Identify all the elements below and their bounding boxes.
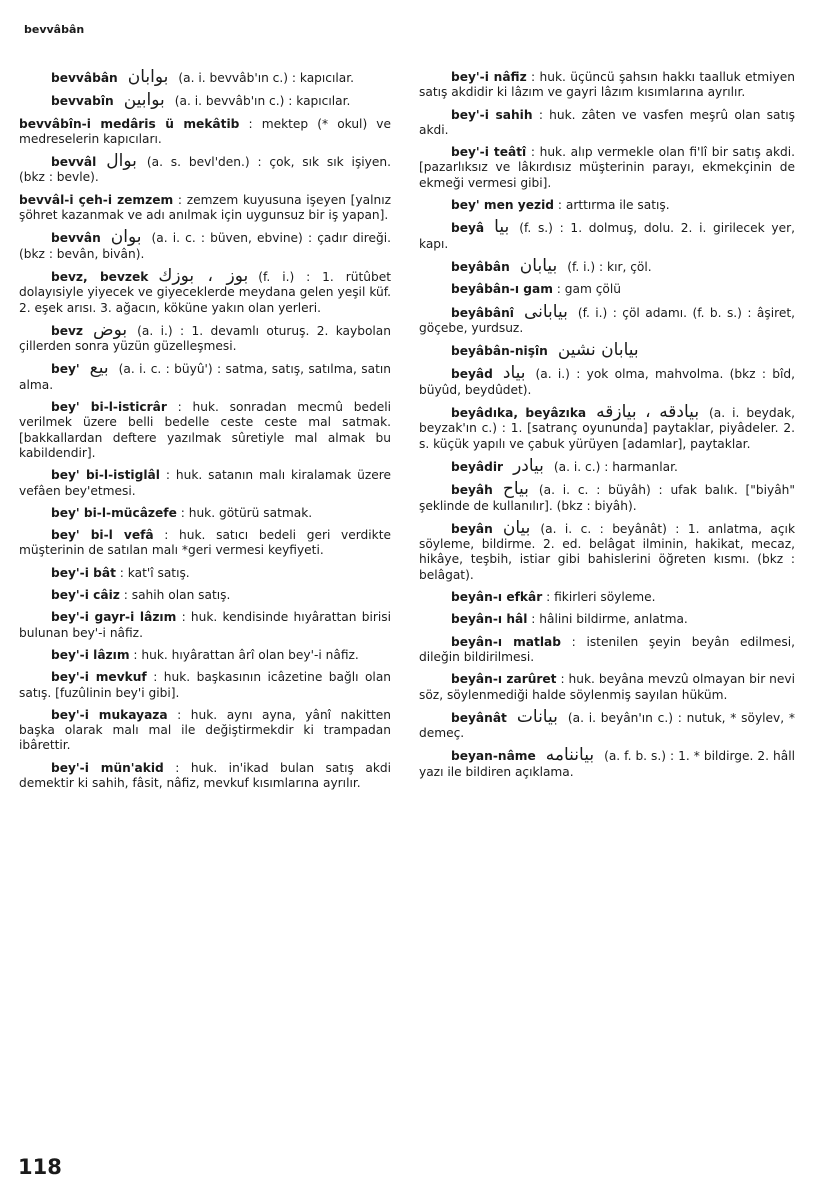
- entry-definition: : gam çölü: [556, 282, 621, 297]
- entry-definition: (f. i.) : 1. rütûbet dolayısiyle yiyecek ve giyeceklerde meydana gelen yeşil küf. 2. eşek arısı. 3. ağacın, köküne yakın olan yerleri.: [19, 269, 391, 315]
- entry-arabic: بوال: [106, 151, 137, 172]
- entry-definition: : arttırma ile satış.: [557, 198, 670, 213]
- entry-definition: (f. i.) : çöl adamı. (f. b. s.) : âşiret, göçebe, yurdsuz.: [419, 305, 795, 335]
- entry-arabic: بوز ، بوزك: [158, 265, 249, 286]
- entry-definition: : huk. alıp vermekle olan fi'lî bir satış akdi. [pazarlıksız ve lâkırdısız müşterinin parayı, ekmekçinin de ekmeği vermesi gibi].: [419, 145, 795, 190]
- entry-headword: bevvâl: [51, 155, 97, 170]
- dictionary-entry: [19, 400, 391, 461]
- dictionary-entry: [419, 282, 795, 297]
- entry-arabic: بيابان: [519, 255, 558, 276]
- dictionary-entry: [19, 319, 391, 355]
- dictionary-entry: [419, 672, 795, 703]
- entry-headword: bey'-i teâtî: [451, 145, 527, 160]
- dictionary-entry: [19, 193, 391, 224]
- entry-headword: bey'-i bât: [51, 565, 116, 580]
- dictionary-entry: [419, 635, 795, 666]
- dictionary-entry: [419, 301, 795, 337]
- entry-arabic: بيع: [89, 358, 109, 379]
- entry-headword: bey'-i mevkuf: [51, 670, 147, 685]
- entry-definition: (a. i. c. : büven, ebvine) : çadır direği. (bkz : bevân, bivân).: [19, 231, 391, 261]
- entry-headword: bey' men yezid: [451, 198, 554, 213]
- entry-definition: : sahih olan satış.: [123, 588, 231, 603]
- entry-headword: beyân-ı efkâr: [451, 590, 543, 605]
- entry-definition: (a. i. c. : büyâh) : ufak balık. ["biyâh" şeklinde de kullanılır]. (bkz : biyâh).: [419, 483, 795, 513]
- entry-definition: (f. s.) : 1. dolmuş, dolu. 2. i. girilecek yer, kapı.: [419, 221, 795, 251]
- entry-arabic: بيابانى: [523, 301, 568, 322]
- dictionary-entry: [419, 745, 795, 780]
- entry-definition: (a. i. bevvâb'ın c.) : kapıcılar.: [174, 94, 351, 109]
- dictionary-entry: [419, 340, 795, 361]
- entry-headword: bey'-i mukayaza: [51, 707, 168, 722]
- entry-headword: bevvân: [51, 231, 101, 246]
- entry-headword: bevvabîn: [51, 94, 114, 109]
- dictionary-entry: [19, 468, 391, 499]
- entry-headword: beyân: [451, 521, 493, 536]
- entry-headword: bevz: [51, 323, 84, 338]
- entry-definition: (a. i. beydak, beyzak'ın c.) : 1. [satranç oyununda] paytaklar, piyâdeler. 2. s. küçük yapılı ve çabuk yürüyen [adamlar], paytaklar.: [419, 406, 795, 451]
- entry-headword: beyan-nâme: [451, 749, 536, 764]
- entry-definition: : huk. kendisinde hıyârattan birisi bulunan bey'-i nâfiz.: [19, 610, 392, 640]
- dictionary-entry: [19, 358, 391, 393]
- entry-definition: : huk. hıyârattan ârî olan bey'-i nâfiz.: [133, 647, 359, 662]
- left-column: [19, 67, 392, 798]
- dictionary-entry: [19, 67, 391, 87]
- entry-definition: : huk. aynı ayna, yânî nakitten başka olarak malı mal ile değiştirmekdir ki trampadan ibârettir.: [19, 707, 392, 753]
- entry-definition: (a. i. c. : beyânât) : 1. anlatma, açık söyleme, bildirme. 2. ed. belâgat ilminin, hakikat, mecaz, hikâye, teşbih, istiar gibi bahislerini öğreten kısmı. (bkz : belâgat).: [419, 521, 795, 582]
- entry-headword: bey' bi-l-mücâzefe: [51, 505, 177, 520]
- dictionary-entry: [419, 363, 795, 398]
- dictionary-entry: [19, 227, 391, 262]
- entry-headword: bey'-i sahih: [451, 107, 533, 122]
- entry-headword: bevvâl-i çeh-i zemzem: [19, 192, 174, 207]
- dictionary-entry: [19, 90, 391, 111]
- entry-definition: (a. i. c.) : harmanlar.: [553, 459, 678, 474]
- entry-headword: beyânât: [451, 710, 507, 725]
- entry-definition: : huk. satıcı bedeli geri verdikte müşterinin de satılan malı *geri vermesi keyfiyeti.: [19, 528, 391, 558]
- entry-headword: bey' bi-l vefâ: [51, 528, 154, 543]
- entry-arabic: بوابان: [127, 67, 169, 87]
- entry-headword: bevz, bevzek: [51, 269, 149, 284]
- entry-headword: beyâd: [451, 367, 493, 382]
- dictionary-entry: [419, 517, 795, 583]
- entry-definition: (f. i.) : kır, çöl.: [567, 259, 652, 274]
- dictionary-entry: [19, 528, 391, 559]
- dictionary-entry: [419, 70, 795, 101]
- entry-headword: beyâbân-nişîn: [451, 344, 548, 359]
- dictionary-entry: [19, 265, 391, 316]
- dictionary-entry: [419, 706, 795, 742]
- entry-headword: beyâ: [451, 221, 485, 236]
- dictionary-entry: [419, 217, 795, 252]
- entry-headword: bey' bi-l-isticrâr: [51, 400, 167, 415]
- dictionary-entry: [19, 151, 391, 186]
- dictionary-entry: [19, 610, 391, 641]
- entry-definition: : huk. in'ikad bulan satış akdi demektir ki sahih, fâsit, nâfiz, mevkuf kısımlarına ayrılır.: [19, 760, 392, 790]
- dictionary-entry: [419, 479, 795, 514]
- entry-definition: : huk. sonradan mecmû bedeli verilmek üzere belli bedelle ceste ceste mal satmak. [bakkallardan deftere yazılmak sûretiyle mal almak bu kabildendir].: [19, 400, 391, 460]
- entry-headword: bevvâbân: [51, 71, 118, 85]
- entry-headword: bey': [51, 362, 80, 377]
- entry-headword: beyâh: [451, 483, 493, 498]
- entry-arabic: بياننامه: [545, 745, 595, 766]
- entry-headword: beyâdıka, beyâzıka: [451, 406, 587, 421]
- entry-definition: (a. i.) : yok olma, mahvolma. (bkz : bîd, büyûd, beydûdet).: [419, 367, 795, 397]
- entry-headword: bey'-i mün'akid: [51, 760, 164, 775]
- entry-headword: beyân-ı zarûret: [451, 672, 557, 687]
- dictionary-entry: [419, 590, 795, 605]
- dictionary-entry: [419, 198, 795, 213]
- entry-arabic: بيابان نشين: [557, 340, 639, 361]
- dictionary-entry: [19, 708, 391, 754]
- entry-headword: beyâbân: [451, 259, 510, 274]
- dictionary-entry: [419, 402, 795, 452]
- entry-definition: : huk. beyâna mevzû olmayan bir nevi söz, söylenmediği halde söylenmiş sayılan hüküm.: [419, 672, 795, 702]
- entry-definition: : mektep (* okul) ve medreselerin kapıcıları.: [19, 116, 392, 146]
- dictionary-entry: [19, 506, 391, 521]
- right-column: [419, 70, 795, 787]
- entry-headword: beyân-ı hâl: [451, 612, 528, 627]
- entry-definition: : kat'î satış.: [119, 565, 190, 580]
- dictionary-entry: [419, 455, 795, 476]
- entry-definition: : istenilen şeyin beyân edilmesi, dileğin bildirilmesi.: [419, 634, 795, 664]
- entry-headword: bey'-i câiz: [51, 588, 120, 603]
- dictionary-entry: [419, 612, 795, 627]
- entry-definition: : huk. üçüncü şahsın hakkı taalluk etmiyen satış akdidir ki lâzım ve gayri lâzım kısımlarına ayrılır.: [419, 70, 795, 100]
- dictionary-entry: [419, 108, 795, 139]
- entry-arabic: بوابين: [123, 90, 165, 111]
- entry-definition: : zemzem kuyusuna işeyen [yalnız şöhret kazanmak ve adı anılmak için uygunsuz bir iş yapan].: [19, 192, 392, 223]
- dictionary-entry: [419, 145, 795, 191]
- dictionary-entry: [19, 670, 391, 701]
- dictionary-entry: [19, 566, 391, 581]
- entry-definition: (a. s. bevl'den.) : çok, sık sık işiyen. (bkz : bevle).: [19, 155, 391, 185]
- entry-arabic: بيانات: [516, 706, 558, 727]
- entry-definition: : hâlini bildirme, anlatma.: [531, 612, 688, 627]
- entry-arabic: بيادقه ، بيازقه: [596, 402, 700, 423]
- entry-headword: bey'-i lâzım: [51, 647, 130, 662]
- dictionary-entry: [19, 117, 391, 148]
- running-head: bevvâbân: [24, 23, 85, 36]
- page-number: 118: [18, 1155, 62, 1179]
- entry-definition: (a. f. b. s.) : 1. * bildirge. 2. hâll yazı ile bildiren açıklama.: [419, 749, 795, 779]
- entry-arabic: بياد: [502, 363, 526, 384]
- entry-arabic: بيادر: [513, 455, 544, 476]
- entry-definition: : fikirleri söyleme.: [546, 590, 656, 605]
- entry-definition: (a. i.) : 1. devamlı oturuş. 2. kaybolan çillerden sonra yüzün güzelleşmesi.: [19, 323, 391, 354]
- entry-definition: (a. i. c. : büyû') : satma, satış, satılma, satın alma.: [19, 362, 391, 392]
- entry-definition: (a. i. beyân'ın c.) : nutuk, * söylev, * demeç.: [419, 710, 795, 741]
- entry-definition: : huk. başkasının icâzetine bağlı olan satış. [fuzûlinin bey'i gibi].: [19, 670, 392, 700]
- entry-arabic: بيا: [494, 217, 510, 238]
- entry-headword: bevvâbîn-i medâris ü mekâtib: [19, 116, 240, 131]
- entry-arabic: بياح: [502, 479, 529, 500]
- dictionary-entry: [19, 588, 391, 603]
- entry-definition: : huk. satanın malı kiralamak üzere vefâen bey'etmesi.: [19, 468, 392, 498]
- dictionary-entry: [419, 255, 795, 276]
- entry-headword: beyâbân-ı gam: [451, 282, 553, 297]
- entry-definition: (a. i. bevvâb'ın c.) : kapıcılar.: [178, 71, 355, 85]
- entry-arabic: بوض: [93, 319, 128, 340]
- dictionary-entry: [19, 761, 391, 792]
- entry-headword: beyâbânî: [451, 305, 514, 320]
- entry-headword: beyân-ı matlab: [451, 634, 561, 649]
- entry-arabic: بوان: [110, 227, 142, 248]
- entry-headword: bey'-i nâfiz: [451, 70, 527, 84]
- entry-headword: bey' bi-l-istiglâl: [51, 468, 160, 483]
- entry-headword: beyâdir: [451, 459, 504, 474]
- entry-definition: : huk. götürü satmak.: [180, 505, 313, 520]
- entry-definition: : huk. zâten ve vasfen meşrû olan satış akdi.: [419, 107, 796, 137]
- entry-arabic: بيان: [502, 517, 531, 538]
- dictionary-entry: [19, 648, 391, 663]
- entry-headword: bey'-i gayr-i lâzım: [51, 610, 177, 625]
